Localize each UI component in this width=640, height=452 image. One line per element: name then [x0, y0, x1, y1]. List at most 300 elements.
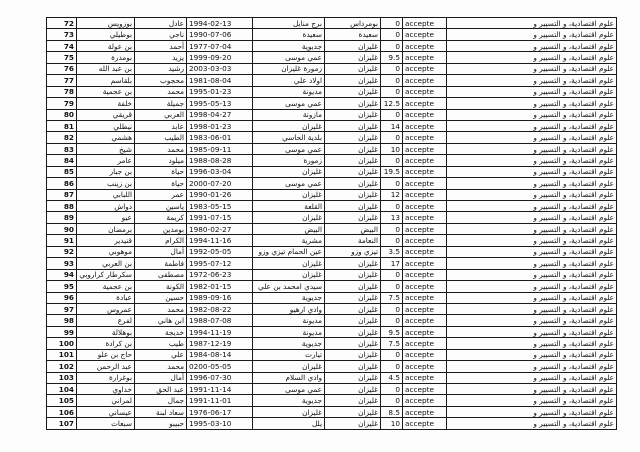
wilaya-cell: غليزان — [325, 212, 381, 223]
row-number-cell: 105 — [47, 395, 77, 406]
birth-date-cell: 1972-06-23 — [187, 269, 253, 280]
specialty-cell: علوم اقتصادية، و التسيير و — [447, 189, 617, 200]
birth-date-cell: 1984-08-14 — [187, 349, 253, 360]
score-cell: 0 — [381, 29, 403, 40]
row-number-cell: 106 — [47, 406, 77, 417]
birth-date-cell: 1994-02-13 — [187, 18, 253, 29]
table-row — [47, 98, 617, 109]
first-name-cell: حياة — [135, 178, 187, 189]
table-row — [47, 361, 617, 372]
status-cell: accepte — [403, 372, 447, 383]
specialty-cell: علوم اقتصادية، و التسيير و — [447, 29, 617, 40]
first-name-cell: حسين — [135, 292, 187, 303]
birth-place-cell: مشرية — [253, 235, 325, 246]
specialty-cell: علوم اقتصادية، و التسيير و — [447, 315, 617, 326]
birth-date-cell: 2000-07-20 — [187, 178, 253, 189]
table-row — [47, 258, 617, 269]
score-cell: 0 — [381, 303, 403, 314]
row-number-cell: 93 — [47, 258, 77, 269]
last-name-cell: سبعات — [77, 418, 135, 429]
table-row — [47, 166, 617, 177]
table-row — [47, 63, 617, 74]
status-cell: accepte — [403, 292, 447, 303]
score-cell: 9.5 — [381, 326, 403, 337]
table-row — [47, 235, 617, 246]
birth-date-cell: 1985-09-11 — [187, 143, 253, 154]
candidate-list-table — [46, 17, 617, 430]
birth-place-cell: عمي موسى — [253, 52, 325, 63]
birth-place-cell: زمورة — [253, 155, 325, 166]
status-cell: accepte — [403, 395, 447, 406]
last-name-cell: عيو — [77, 212, 135, 223]
status-cell: accepte — [403, 75, 447, 86]
status-cell: accepte — [403, 86, 447, 97]
last-name-cell: لمراني — [77, 395, 135, 406]
status-cell: accepte — [403, 189, 447, 200]
specialty-cell: علوم اقتصادية، و التسيير و — [447, 326, 617, 337]
birth-place-cell: غليزان — [253, 361, 325, 372]
row-number-cell: 101 — [47, 349, 77, 360]
specialty-cell: علوم اقتصادية، و التسيير و — [447, 155, 617, 166]
specialty-cell: علوم اقتصادية، و التسيير و — [447, 384, 617, 395]
specialty-cell: علوم اقتصادية، و التسيير و — [447, 292, 617, 303]
first-name-cell: خديجة — [135, 326, 187, 337]
status-cell: accepte — [403, 166, 447, 177]
wilaya-cell: غليزان — [325, 86, 381, 97]
first-name-cell: عبد الحق — [135, 384, 187, 395]
table-row — [47, 155, 617, 166]
status-cell: accepte — [403, 63, 447, 74]
table-row — [47, 18, 617, 29]
last-name-cell: نيطلي — [77, 120, 135, 131]
first-name-cell: يزيد — [135, 52, 187, 63]
first-name-cell: فاطمة — [135, 258, 187, 269]
wilaya-cell: غليزان — [325, 395, 381, 406]
birth-date-cell: 1996-07-30 — [187, 372, 253, 383]
first-name-cell: الطيب — [135, 132, 187, 143]
wilaya-cell: غليزان — [325, 63, 381, 74]
last-name-cell: بن عجمية — [77, 281, 135, 292]
table-row — [47, 132, 617, 143]
last-name-cell: خلفة — [77, 98, 135, 109]
wilaya-cell: غليزان — [325, 349, 381, 360]
status-cell: accepte — [403, 258, 447, 269]
status-cell: accepte — [403, 155, 447, 166]
specialty-cell: علوم اقتصادية، و التسيير و — [447, 303, 617, 314]
score-cell: 0 — [381, 269, 403, 280]
table-row — [47, 281, 617, 292]
status-cell: accepte — [403, 223, 447, 234]
last-name-cell: بوهلالة — [77, 326, 135, 337]
birth-place-cell: سيدي امحمد بن علي — [253, 281, 325, 292]
specialty-cell: علوم اقتصادية، و التسيير و — [447, 201, 617, 212]
wilaya-cell: غليزان — [325, 166, 381, 177]
specialty-cell: علوم اقتصادية، و التسيير و — [447, 338, 617, 349]
specialty-cell: علوم اقتصادية، و التسيير و — [447, 18, 617, 29]
table-row — [47, 143, 617, 154]
row-number-cell: 92 — [47, 246, 77, 257]
birth-place-cell: عمي موسى — [253, 384, 325, 395]
table-row — [47, 372, 617, 383]
birth-date-cell: 1991-07-15 — [187, 212, 253, 223]
row-number-cell: 79 — [47, 98, 77, 109]
birth-date-cell: 1999-09-20 — [187, 52, 253, 63]
row-number-cell: 77 — [47, 75, 77, 86]
birth-place-cell: عمي موسى — [253, 178, 325, 189]
wilaya-cell: غليزان — [325, 418, 381, 429]
row-number-cell: 94 — [47, 269, 77, 280]
birth-place-cell: مديونة — [253, 326, 325, 337]
first-name-cell: محمد — [135, 86, 187, 97]
wilaya-cell: غليزان — [325, 269, 381, 280]
status-cell: accepte — [403, 338, 447, 349]
first-name-cell: رشيد — [135, 63, 187, 74]
birth-place-cell: وادي ارهيو — [253, 303, 325, 314]
birth-place-cell: سعيدة — [253, 29, 325, 40]
first-name-cell: أمال — [135, 246, 187, 257]
row-number-cell: 89 — [47, 212, 77, 223]
specialty-cell: علوم اقتصادية، و التسيير و — [447, 361, 617, 372]
row-number-cell: 102 — [47, 361, 77, 372]
specialty-cell: علوم اقتصادية، و التسيير و — [447, 40, 617, 51]
score-cell: 0 — [381, 40, 403, 51]
last-name-cell: قريقي — [77, 109, 135, 120]
wilaya-cell: غليزان — [325, 109, 381, 120]
score-cell: 12 — [381, 189, 403, 200]
last-name-cell: شيخ — [77, 143, 135, 154]
score-cell: 0 — [381, 63, 403, 74]
birth-date-cell: 1990-07-06 — [187, 29, 253, 40]
birth-place-cell: مازونة — [253, 109, 325, 120]
score-cell: 9.5 — [381, 52, 403, 63]
specialty-cell: علوم اقتصادية، و التسيير و — [447, 98, 617, 109]
birth-date-cell: 1982-01-15 — [187, 281, 253, 292]
table-row — [47, 349, 617, 360]
wilaya-cell: غليزان — [325, 40, 381, 51]
birth-place-cell: غليزان — [253, 212, 325, 223]
last-name-cell: برمضان — [77, 223, 135, 234]
birth-place-cell: جديوية — [253, 292, 325, 303]
row-number-cell: 73 — [47, 29, 77, 40]
first-name-cell: ياسين — [135, 201, 187, 212]
wilaya-cell: تيزي وزو — [325, 246, 381, 257]
last-name-cell: اللبابي — [77, 189, 135, 200]
table-row — [47, 189, 617, 200]
status-cell: accepte — [403, 18, 447, 29]
birth-date-cell: 1998-04-27 — [187, 109, 253, 120]
status-cell: accepte — [403, 40, 447, 51]
status-cell: accepte — [403, 143, 447, 154]
birth-date-cell: 1983-06-01 — [187, 132, 253, 143]
first-name-cell: ميلود — [135, 155, 187, 166]
first-name-cell: الكرام — [135, 235, 187, 246]
birth-date-cell: 1994-11-16 — [187, 235, 253, 246]
specialty-cell: علوم اقتصادية، و التسيير و — [447, 120, 617, 131]
status-cell: accepte — [403, 418, 447, 429]
score-cell: 0 — [381, 349, 403, 360]
status-cell: accepte — [403, 269, 447, 280]
specialty-cell: علوم اقتصادية، و التسيير و — [447, 178, 617, 189]
status-cell: accepte — [403, 120, 447, 131]
score-cell: 0 — [381, 384, 403, 395]
birth-place-cell: غليزان — [253, 258, 325, 269]
score-cell: 0 — [381, 281, 403, 292]
birth-place-cell: جديوية — [253, 40, 325, 51]
row-number-cell: 103 — [47, 372, 77, 383]
wilaya-cell: بومرداس — [325, 18, 381, 29]
row-number-cell: 104 — [47, 384, 77, 395]
score-cell: 0 — [381, 223, 403, 234]
table-row — [47, 52, 617, 63]
score-cell: 10 — [381, 418, 403, 429]
wilaya-cell: سعيدة — [325, 29, 381, 40]
birth-date-cell: 1992-05-05 — [187, 246, 253, 257]
specialty-cell: علوم اقتصادية، و التسيير و — [447, 246, 617, 257]
table-row — [47, 269, 617, 280]
table-row — [47, 326, 617, 337]
wilaya-cell: النعامة — [325, 235, 381, 246]
last-name-cell: بومدرة — [77, 52, 135, 63]
row-number-cell: 85 — [47, 166, 77, 177]
status-cell: accepte — [403, 52, 447, 63]
wilaya-cell: غليزان — [325, 281, 381, 292]
last-name-cell: بلقاسم — [77, 75, 135, 86]
birth-date-cell: 1995-05-13 — [187, 98, 253, 109]
table-row — [47, 303, 617, 314]
last-name-cell: دواش — [77, 201, 135, 212]
first-name-cell: محمد — [135, 303, 187, 314]
score-cell: 0 — [381, 178, 403, 189]
last-name-cell: بن كرادة — [77, 338, 135, 349]
last-name-cell: سكرطار كراروبي — [77, 269, 135, 280]
row-number-cell: 107 — [47, 418, 77, 429]
row-number-cell: 97 — [47, 303, 77, 314]
first-name-cell: حبيبو — [135, 418, 187, 429]
first-name-cell: جميلة — [135, 98, 187, 109]
status-cell: accepte — [403, 212, 447, 223]
first-name-cell: أمال — [135, 372, 187, 383]
last-name-cell: قنيدير — [77, 235, 135, 246]
row-number-cell: 91 — [47, 235, 77, 246]
table-row — [47, 109, 617, 120]
birth-place-cell: برج منايل — [253, 18, 325, 29]
birth-date-cell: 1991-11-14 — [187, 384, 253, 395]
first-name-cell: جمال — [135, 395, 187, 406]
birth-place-cell: مديونة — [253, 315, 325, 326]
specialty-cell: علوم اقتصادية، و التسيير و — [447, 166, 617, 177]
wilaya-cell: غليزان — [325, 326, 381, 337]
score-cell: 0 — [381, 155, 403, 166]
first-name-cell: العربي — [135, 109, 187, 120]
row-number-cell: 87 — [47, 189, 77, 200]
birth-date-cell: 1989-09-16 — [187, 292, 253, 303]
birth-date-cell: 0200-05-05 — [187, 361, 253, 372]
table-row — [47, 178, 617, 189]
status-cell: accepte — [403, 98, 447, 109]
specialty-cell: علوم اقتصادية، و التسيير و — [447, 269, 617, 280]
table-row — [47, 315, 617, 326]
score-cell: 0 — [381, 75, 403, 86]
last-name-cell: موهوبي — [77, 246, 135, 257]
specialty-cell: علوم اقتصادية، و التسيير و — [447, 258, 617, 269]
table-row — [47, 384, 617, 395]
birth-place-cell: غليزان — [253, 269, 325, 280]
first-name-cell: أحمد — [135, 40, 187, 51]
birth-date-cell: 1988-07-08 — [187, 315, 253, 326]
table-row — [47, 40, 617, 51]
specialty-cell: علوم اقتصادية، و التسيير و — [447, 143, 617, 154]
first-name-cell: كريمة — [135, 212, 187, 223]
last-name-cell: بن عولة — [77, 40, 135, 51]
birth-date-cell: 1988-08-28 — [187, 155, 253, 166]
wilaya-cell: البيض — [325, 223, 381, 234]
status-cell: accepte — [403, 406, 447, 417]
last-name-cell: بن العربي — [77, 258, 135, 269]
birth-place-cell: وادي السلام — [253, 372, 325, 383]
score-cell: 0 — [381, 315, 403, 326]
score-cell: 0 — [381, 361, 403, 372]
specialty-cell: علوم اقتصادية، و التسيير و — [447, 349, 617, 360]
first-name-cell: محجوب — [135, 75, 187, 86]
score-cell: 3.5 — [381, 246, 403, 257]
score-cell: 0 — [381, 395, 403, 406]
status-cell: accepte — [403, 178, 447, 189]
first-name-cell: ناجي — [135, 29, 187, 40]
birth-date-cell: 1991-11-01 — [187, 395, 253, 406]
last-name-cell: بن عبد الله — [77, 63, 135, 74]
specialty-cell: علوم اقتصادية، و التسيير و — [447, 52, 617, 63]
score-cell: 17 — [381, 258, 403, 269]
specialty-cell: علوم اقتصادية، و التسيير و — [447, 63, 617, 74]
status-cell: accepte — [403, 361, 447, 372]
table-row — [47, 223, 617, 234]
first-name-cell: عادل — [135, 18, 187, 29]
table-row — [47, 418, 617, 429]
wilaya-cell: غليزان — [325, 303, 381, 314]
row-number-cell: 88 — [47, 201, 77, 212]
score-cell: 0 — [381, 86, 403, 97]
first-name-cell: سعاد لبنة — [135, 406, 187, 417]
first-name-cell: محمد — [135, 361, 187, 372]
birth-date-cell: 1980-02-27 — [187, 223, 253, 234]
specialty-cell: علوم اقتصادية، و التسيير و — [447, 132, 617, 143]
specialty-cell: علوم اقتصادية، و التسيير و — [447, 109, 617, 120]
table-row — [47, 75, 617, 86]
score-cell: 0 — [381, 132, 403, 143]
status-cell: accepte — [403, 132, 447, 143]
birth-place-cell: بلدية الحاسي — [253, 132, 325, 143]
row-number-cell: 83 — [47, 143, 77, 154]
status-cell: accepte — [403, 303, 447, 314]
birth-place-cell: غليزان — [253, 166, 325, 177]
table-row — [47, 395, 617, 406]
first-name-cell: حياة — [135, 166, 187, 177]
row-number-cell: 76 — [47, 63, 77, 74]
birth-date-cell: 1987-12-19 — [187, 338, 253, 349]
score-cell: 0 — [381, 18, 403, 29]
status-cell: accepte — [403, 109, 447, 120]
first-name-cell: الكونة — [135, 281, 187, 292]
birth-place-cell: جديوية — [253, 338, 325, 349]
last-name-cell: حاج بن علو — [77, 349, 135, 360]
wilaya-cell: غليزان — [325, 189, 381, 200]
row-number-cell: 81 — [47, 120, 77, 131]
table-row — [47, 246, 617, 257]
table-row — [47, 212, 617, 223]
wilaya-cell: غليزان — [325, 178, 381, 189]
row-number-cell: 72 — [47, 18, 77, 29]
first-name-cell: ابن هاني — [135, 315, 187, 326]
birth-date-cell: 1982-08-22 — [187, 303, 253, 314]
score-cell: 14 — [381, 120, 403, 131]
score-cell: 0 — [381, 201, 403, 212]
last-name-cell: عيساني — [77, 406, 135, 417]
score-cell: 7.5 — [381, 338, 403, 349]
specialty-cell: علوم اقتصادية، و التسيير و — [447, 235, 617, 246]
status-cell: accepte — [403, 246, 447, 257]
table-row — [47, 29, 617, 40]
last-name-cell: بوزويس — [77, 18, 135, 29]
last-name-cell: بن عجمية — [77, 86, 135, 97]
last-name-cell: عامر — [77, 155, 135, 166]
birth-place-cell: عمي موسى — [253, 143, 325, 154]
table-row — [47, 292, 617, 303]
last-name-cell: خداوي — [77, 384, 135, 395]
row-number-cell: 95 — [47, 281, 77, 292]
row-number-cell: 90 — [47, 223, 77, 234]
specialty-cell: علوم اقتصادية، و التسيير و — [447, 86, 617, 97]
birth-date-cell: 1995-07-12 — [187, 258, 253, 269]
wilaya-cell: غليزان — [325, 155, 381, 166]
status-cell: accepte — [403, 326, 447, 337]
last-name-cell: بوطيلي — [77, 29, 135, 40]
table-row — [47, 86, 617, 97]
birth-place-cell: اولاد علي — [253, 75, 325, 86]
wilaya-cell: غليزان — [325, 338, 381, 349]
wilaya-cell: غليزان — [325, 258, 381, 269]
wilaya-cell: غليزان — [325, 292, 381, 303]
first-name-cell: مصطفى — [135, 269, 187, 280]
table-row — [47, 406, 617, 417]
table-body — [47, 18, 617, 430]
score-cell: 0 — [381, 109, 403, 120]
first-name-cell: عمر — [135, 189, 187, 200]
specialty-cell: علوم اقتصادية، و التسيير و — [447, 212, 617, 223]
wilaya-cell: غليزان — [325, 201, 381, 212]
specialty-cell: علوم اقتصادية، و التسيير و — [447, 406, 617, 417]
row-number-cell: 86 — [47, 178, 77, 189]
wilaya-cell: غليزان — [325, 372, 381, 383]
score-cell: 12.5 — [381, 98, 403, 109]
birth-place-cell: غليزان — [253, 189, 325, 200]
score-cell: 10 — [381, 143, 403, 154]
wilaya-cell: غليزان — [325, 52, 381, 63]
first-name-cell: طيب — [135, 338, 187, 349]
wilaya-cell: غليزان — [325, 75, 381, 86]
wilaya-cell: غليزان — [325, 120, 381, 131]
score-cell: 7.5 — [381, 292, 403, 303]
wilaya-cell: غليزان — [325, 315, 381, 326]
last-name-cell: لفرع — [77, 315, 135, 326]
row-number-cell: 78 — [47, 86, 77, 97]
specialty-cell: علوم اقتصادية، و التسيير و — [447, 281, 617, 292]
specialty-cell: علوم اقتصادية، و التسيير و — [447, 75, 617, 86]
last-name-cell: عمروس — [77, 303, 135, 314]
birth-date-cell: 1996-03-04 — [187, 166, 253, 177]
score-cell: 13 — [381, 212, 403, 223]
birth-place-cell: زمورة غليزان — [253, 63, 325, 74]
wilaya-cell: غليزان — [325, 98, 381, 109]
